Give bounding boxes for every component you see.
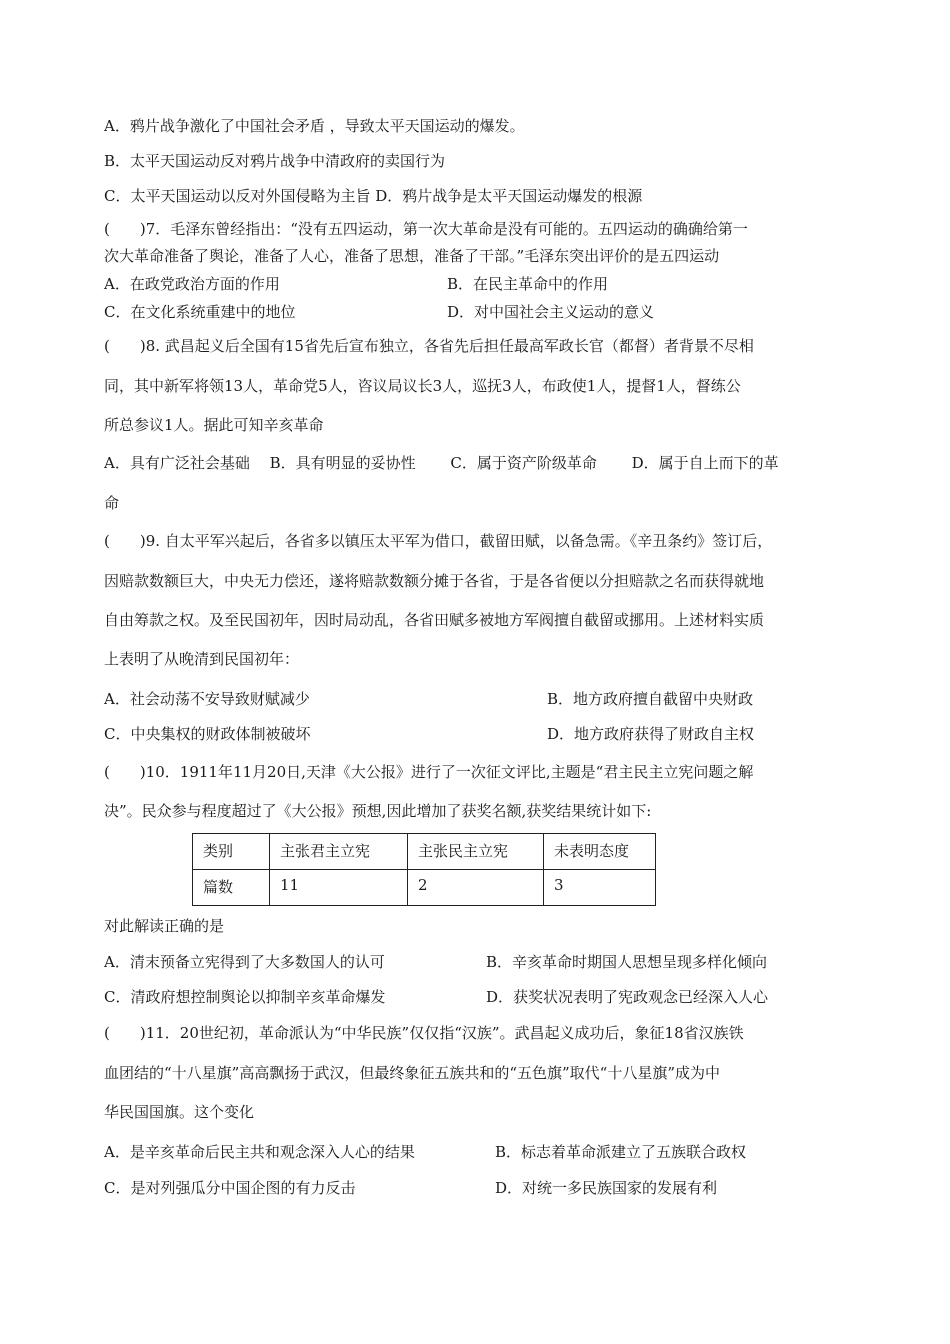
q10-option-b: B．辛亥革命时期国人思想呈现多样化倾向 [486,953,768,971]
q6-option-b: B．太平天国运动反对鸦片战争中清政府的卖国行为 [104,152,446,170]
q11-stem-line-2: 血团结的“十八星旗”高高飘扬于武汉，但最终象征五族共和的“五色旗”取代“十八星旗”成为中 [104,1064,721,1082]
table-cell: 类别 [193,834,270,870]
q10-stem-line-2: 决”。民众参与程度超过了《大公报》预想,因此增加了获奖名额,获奖结果统计如下: [104,802,652,820]
table-cell: 主张民主立宪 [408,834,544,870]
q8-options-wrap: 命 [104,494,120,512]
q6-option-a: A．鸦片战争激化了中国社会矛盾 ，导致太平天国运动的爆发。 [104,117,525,135]
q9-option-b: B．地方政府擅自截留中央财政 [547,690,754,708]
q8-stem-line-3: 所总参议1人。据此可知辛亥革命 [104,416,324,434]
table-header-row [193,834,656,870]
q11-stem-line-3: 华民国国旗。这个变化 [104,1103,255,1121]
q11-option-d: D．对统一多民族国家的发展有利 [495,1179,718,1197]
table-row [193,870,656,906]
q7-option-c: C．在文化系统重建中的地位 [104,303,296,321]
q8-options: A．具有广泛社会基础 B．具有明显的妥协性 C．属于资产阶级革命 D．属于自上而下的革 [104,454,779,472]
table-cell: 篇数 [193,870,270,906]
q7-stem-line-1: ( )7．毛泽东曾经指出：“没有五四运动，第一次大革命是没有可能的。五四运动的确确给第一 [104,220,748,238]
q9-stem-line-3: 自由筹款之权。及至民国初年，因时局动乱，各省田赋多被地方军阀擅自截留或挪用。上述材料实质 [104,611,765,629]
q8-stem-line-2: 同，其中新军将领13人，革命党5人，咨议局议长3人，巡抚3人，布政使1人，提督1人，督练公 [104,377,741,395]
q11-option-b: B．标志着革命派建立了五族联合政权 [495,1143,747,1161]
q9-stem-line-4: 上表明了从晚清到民国初年： [104,650,300,668]
q10-results-table [192,833,656,906]
q10-option-d: D．获奖状况表明了宪政观念已经深入人心 [486,988,769,1006]
table-cell: 11 [270,870,408,906]
q9-option-c: C．中央集权的财政体制被破坏 [104,725,311,743]
q9-stem-line-2: 因赔款数额巨大，中央无力偿还，遂将赔款数额分摊于各省，于是各省便以分担赔款之名而获得就地 [104,572,765,590]
q10-option-c: C．清政府想控制舆论以抑制辛亥革命爆发 [104,988,386,1006]
q10-after-table: 对此解读正确的是 [104,917,225,935]
q11-option-a: A．是辛亥革命后民主共和观念深入人心的结果 [104,1143,415,1161]
table-cell: 2 [408,870,544,906]
q11-option-c: C．是对列强瓜分中国企图的有力反击 [104,1179,356,1197]
q11-stem-line-1: ( )11．20世纪初，革命派认为“中华民族”仅仅指“汉族”。武昌起义成功后，象征18省汉族铁 [104,1024,744,1042]
q9-option-a: A．社会动荡不安导致财赋减少 [104,690,310,708]
q9-stem-line-1: ( )9. 自太平军兴起后，各省多以镇压太平军为借口，截留田赋，以备急需。《辛丑条约》签订后， [104,532,773,550]
q10-option-a: A．清末预备立宪得到了大多数国人的认可 [104,953,385,971]
q7-option-a: A．在政党政治方面的作用 [104,275,280,293]
q8-stem-line-1: ( )8. 武昌起义后全国有15省先后宣布独立，各省先后担任最高军政长官（都督）者背景不尽相 [104,337,754,355]
q7-option-d: D．对中国社会主义运动的意义 [447,303,655,321]
q9-option-d: D．地方政府获得了财政自主权 [547,725,755,743]
q7-option-b: B．在民主革命中的作用 [447,275,609,293]
q7-stem-line-2: 次大革命准备了舆论，准备了人心，准备了思想，准备了干部。”毛泽东突出评价的是五四运动 [104,247,720,265]
q10-stem-line-1: ( )10．1911年11月20日,天津《大公报》进行了一次征文评比,主题是“君主民主立宪问题之解 [104,763,754,781]
table-cell: 主张君主立宪 [270,834,408,870]
table-cell: 未表明态度 [544,834,656,870]
q6-option-cd: C．太平天国运动以反对外国侵略为主旨 D．鸦片战争是太平天国运动爆发的根源 [104,187,643,205]
table-cell: 3 [544,870,656,906]
